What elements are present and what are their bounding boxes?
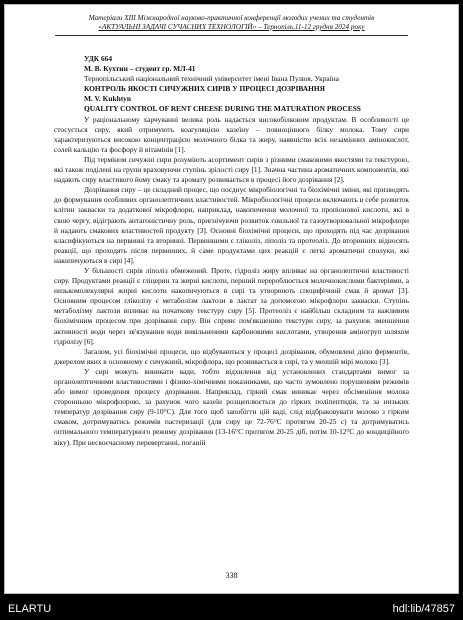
page-number: 338: [225, 571, 238, 580]
title-en: QUALITY CONTROL OF RENT CHEESE DURING THE MATURATION PROCESS: [84, 104, 361, 114]
paragraph: У раціональному харчуванні велика роль надається високобілковим продуктам. В особливості це стосується сиру, який отримують коагуляцією казеїну – повноцінного білку молока. Тому сири характеризуються високою концентрацією молочного білка та жиру, наявністю всіх незамінних амінокислот, солей кальцію та фосфору й вітамінів [1].: [54, 114, 409, 154]
header-divider: [55, 35, 408, 36]
article-body: [54, 54, 409, 448]
paragraph: Загалом, усі біохімічні процеси, що відбуваються у процесі дозрівання, обумовлені дією ферментів, джерелом яких в основному є сичужний, мікрофлора, що розвивається в сирі, та у меншій мірі молоко [3].: [54, 346, 409, 366]
title-ua: КОНТРОЛЬ ЯКОСТІ СИЧУЖНИХ СИРІВ У ПРОЦЕСІ ДОЗРІВАННЯ: [84, 84, 325, 94]
author-ua: М. В. Кухтин – студент гр. МЛ-41: [84, 64, 196, 74]
header-line-1: Матеріали XIII Міжнародної науково-практичної конференції молодих учених та студентів: [88, 14, 375, 22]
paragraph: Дозрівання сиру – це складний процес, що поєднує мікробіологічні та біохімічні зміни, які призводять до формування особливих органолептичних властивостей. Мікробіологічні процеси включають в себе розвиток клітин закваски та додаткової мікрофлори, наприклад, накопичення молочної та пропіонової кислоти, які в свою чергу, відіграють антагоністичну роль, пригнічуючи розвиток гнильної та газоутворювальної мікрофлори й надають смакових властивостей продукту [3]. Основні біохімічні процеси, що проходять під час дозрівання класифікуються на первинні та вторинні. Первинними є гліколіз, ліполіз та протеоліз. До вторинних відносять реакції, що проходять після первинних, й саме продуктами цих реакцій є легкі ароматичні сполуки, які накопичуються в сирі [4].: [54, 185, 409, 265]
document-page: [4, 4, 459, 594]
paragraph: У більшості сирів ліполіз обмежений. Проте, гідроліз жиру впливає на органолептичні властивості сиру. Продуктами реакції є гліцерин та жирні кислоти, перший перероблюється молочнокислими бактеріями, а низькомолекулярні жирні кислоти накопичуються в сирі та утворюють специфічний смак й аромат [3]. Основним процесом гліколізу є метаболізм лактози в лактат за допомогою мікрофлори закваски. Ступінь метаболізму лактози впливає на початкову текстуру сиру [5]. Протеоліз є найбільш складним та важливим біохімічним процесом при дозріванні сиру. Він сприяє пом'якшенню текстури сиру, за рахунок зменшення активності води через зв'язування води вивільненими карбоновими кислотами, утворення аміногруп шляхом гідролізу [6].: [54, 265, 409, 346]
repository-label: ELARTU: [8, 603, 52, 615]
handle-label: hdl:lib/47857: [392, 603, 455, 615]
viewer-footer: [0, 600, 463, 620]
header-line-2: «АКТУАЛЬНІ ЗАДАЧІ СУЧАСНИХ ТЕХНОЛОГІЙ» – Тернопіль,11-12 грудня 2024 року: [98, 23, 365, 31]
paragraph: Під терміном сичужні сири розуміють асортимент сирів з різними смаковими якостями та текстурою, які також поділені на групи враховуючи ступінь зрілості сиру [1]. Значна частина ароматичних компонентів, які надають сиру властивого йому смаку та аромату розвивається в процесі його дозрівання [2].: [54, 154, 409, 185]
paragraph: У сирі можуть виникати вади, тобто відхилення від установлених стандартами вимог за органолептичними властивостями і фізико-хімічними показниками, що часто зумовлено порушенням режимів або вимог проведення процесу дозрівання. Наприклад, гіркий смак виникає через обсіменіння молока сторонньою мікрофлорою, за рахунок чого казеїн розщеплюється до гірких поліпептидів, та за низьких температур дозрівання сиру (9-10°С). Для того щоб запобігти цій ваді, слід відбраковувати молоко з гірким смаком, дотримуватись режимів пастеризації (для сиру це 72-76°С протягом 20-25 с) та дотримуватись оптимального температурного режиму дозрівання (13-16°С протягом 20-25 діб, потім 10-12°С до кондиційного віку). При несвоєчасному перевертанні, поганій: [54, 366, 409, 447]
udc-code: УДК 664: [84, 54, 113, 63]
running-header: [5, 14, 458, 32]
affiliation: Тернопільський національний технічний університет імені Івана Пулюя, Україна: [84, 74, 339, 84]
author-en: M. V. Kukhtyn: [84, 94, 131, 104]
